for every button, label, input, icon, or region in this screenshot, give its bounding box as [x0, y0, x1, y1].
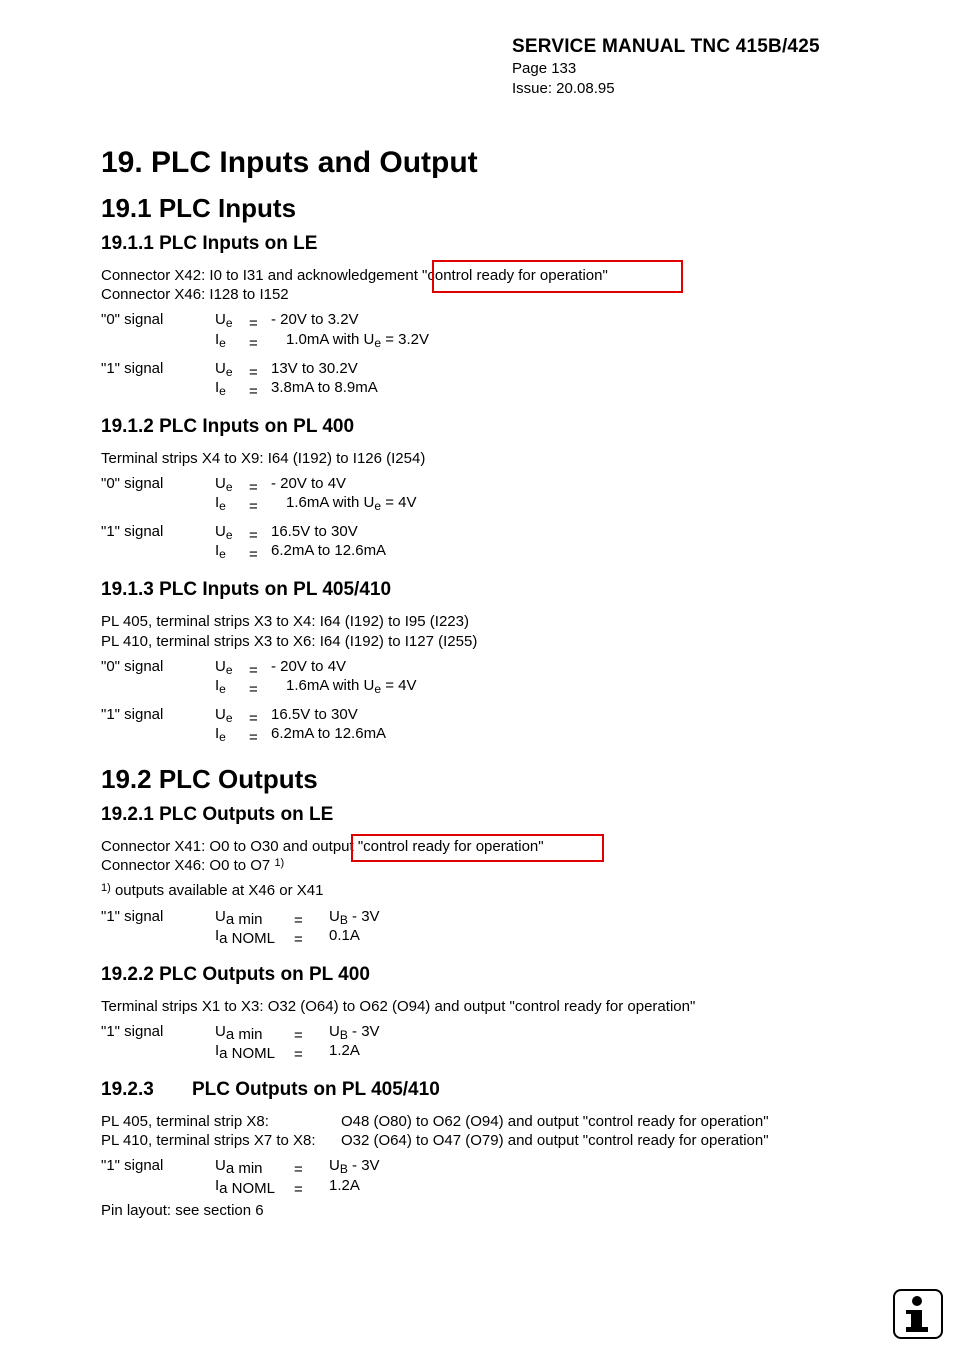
section-19-1-title: 19.1 PLC Inputs [101, 193, 297, 223]
equals-sign: = [249, 527, 258, 544]
equals-sign: = [249, 479, 258, 496]
section-19-1-2-title: 19.1.2 PLC Inputs on PL 400 [101, 416, 355, 437]
section-19-2-title: 19.2 PLC Outputs [101, 764, 318, 794]
section-19-1-1-title: 19.1.1 PLC Inputs on LE [101, 233, 318, 254]
symbol-ie: $I_e$ [215, 725, 226, 744]
value: $U_B - 3V$ [329, 1023, 380, 1042]
value: 6.2mA to 12.6mA [271, 725, 387, 742]
paragraph-line: Terminal strips X1 to X3: O32 (O64) to O62 (O94) and output "control ready for operation" [101, 998, 696, 1015]
symbol-ie: $I_e$ [215, 677, 226, 696]
symbol-ue: $U_e$ [215, 360, 233, 379]
manual-title: SERVICE MANUAL TNC 415B/425 [512, 36, 820, 57]
symbol-ia-noml: Ia NOML [215, 1177, 276, 1197]
value: 1.0mA with $U_e = 3.2V$ [286, 331, 430, 350]
symbol-ie: $I_e$ [215, 542, 226, 561]
signal-label: "1" signal [101, 1157, 164, 1174]
value: - 20V to 4V [271, 658, 347, 675]
highlight-box [351, 834, 604, 862]
symbol-ua-min: Ua min [215, 908, 263, 928]
value: 16.5V to 30V [271, 523, 358, 540]
paragraph-line: Connector X46: O0 to O7 $^{1)}$ [101, 857, 285, 874]
equals-sign: = [249, 364, 258, 381]
equals-sign: = [249, 681, 258, 698]
symbol-ie: $I_e$ [215, 494, 226, 513]
paragraph-line: O32 (O64) to O47 (O79) and output "control ready for operation" [341, 1132, 769, 1149]
symbol-ie: $I_e$ [215, 331, 226, 350]
symbol-ia-noml: Ia NOML [215, 927, 276, 947]
paragraph-line: PL 405, terminal strip X8: [101, 1113, 269, 1130]
symbol-ie: $I_e$ [215, 379, 226, 398]
signal-label: "1" signal [101, 360, 164, 377]
equals-sign: = [249, 710, 258, 727]
signal-label: "1" signal [101, 706, 164, 723]
equals-sign: = [294, 912, 303, 929]
symbol-ia-noml: Ia NOML [215, 1042, 276, 1062]
section-19-2-1-title: 19.2.1 PLC Outputs on LE [101, 804, 334, 825]
equals-sign: = [249, 729, 258, 746]
equals-sign: = [249, 498, 258, 515]
paragraph-line: Connector X46: I128 to I152 [101, 286, 289, 303]
value: 1.2A [329, 1042, 360, 1059]
equals-sign: = [294, 1181, 303, 1198]
paragraph-line: Connector X41: O0 to O30 and output "control ready for operation" [101, 838, 544, 855]
info-icon [893, 1289, 943, 1339]
value: 1.6mA with $U_e = 4V$ [286, 494, 417, 513]
signal-label: "1" signal [101, 523, 164, 540]
value: 16.5V to 30V [271, 706, 358, 723]
symbol-ue: $U_e$ [215, 311, 233, 330]
symbol-ua-min: Ua min [215, 1157, 263, 1177]
equals-sign: = [249, 383, 258, 400]
section-19-2-3-number: 19.2.3 [101, 1079, 154, 1100]
equals-sign: = [249, 546, 258, 563]
paragraph-line: PL 405, terminal strips X3 to X4: I64 (I192) to I95 (I223) [101, 613, 469, 630]
highlight-box [432, 260, 683, 293]
section-19-2-2-title: 19.2.2 PLC Outputs on PL 400 [101, 964, 370, 985]
pin-layout-note: Pin layout: see section 6 [101, 1202, 264, 1219]
equals-sign: = [249, 335, 258, 352]
value: $U_B - 3V$ [329, 908, 380, 927]
symbol-ue: $U_e$ [215, 523, 233, 542]
page-number: Page 133 [512, 60, 577, 77]
equals-sign: = [249, 315, 258, 332]
value: 6.2mA to 12.6mA [271, 542, 387, 559]
value: 1.6mA with $U_e = 4V$ [286, 677, 417, 696]
value: $U_B - 3V$ [329, 1157, 380, 1176]
equals-sign: = [294, 1046, 303, 1063]
signal-label: "0" signal [101, 311, 164, 328]
symbol-ua-min: Ua min [215, 1023, 263, 1043]
signal-label: "0" signal [101, 475, 164, 492]
equals-sign: = [294, 931, 303, 948]
equals-sign: = [294, 1027, 303, 1044]
issue-date: Issue: 20.08.95 [512, 80, 615, 97]
value: - 20V to 3.2V [271, 311, 359, 328]
value: - 20V to 4V [271, 475, 347, 492]
value: 0.1A [329, 927, 360, 944]
value: 3.8mA to 8.9mA [271, 379, 378, 396]
chapter-title: 19. PLC Inputs and Output [101, 146, 478, 179]
equals-sign: = [249, 662, 258, 679]
paragraph-line: PL 410, terminal strips X7 to X8: [101, 1132, 316, 1149]
symbol-ue: $U_e$ [215, 658, 233, 677]
paragraph-line: PL 410, terminal strips X3 to X6: I64 (I192) to I127 (I255) [101, 633, 478, 650]
signal-label: "0" signal [101, 658, 164, 675]
paragraph-line: O48 (O80) to O62 (O94) and output "control ready for operation" [341, 1113, 769, 1130]
equals-sign: = [294, 1161, 303, 1178]
signal-label: "1" signal [101, 908, 164, 925]
footnote: $^{1)}$ outputs available at X46 or X41 [101, 882, 324, 899]
section-19-1-3-title: 19.1.3 PLC Inputs on PL 405/410 [101, 579, 392, 600]
signal-label: "1" signal [101, 1023, 164, 1040]
symbol-ue: $U_e$ [215, 706, 233, 725]
section-19-2-3-title: PLC Outputs on PL 405/410 [192, 1079, 440, 1100]
paragraph-line: Connector X42: I0 to I31 and acknowledgement "control ready for operation" [101, 267, 608, 284]
value: 13V to 30.2V [271, 360, 358, 377]
value: 1.2A [329, 1177, 360, 1194]
symbol-ue: $U_e$ [215, 475, 233, 494]
paragraph-line: Terminal strips X4 to X9: I64 (I192) to I126 (I254) [101, 450, 426, 467]
